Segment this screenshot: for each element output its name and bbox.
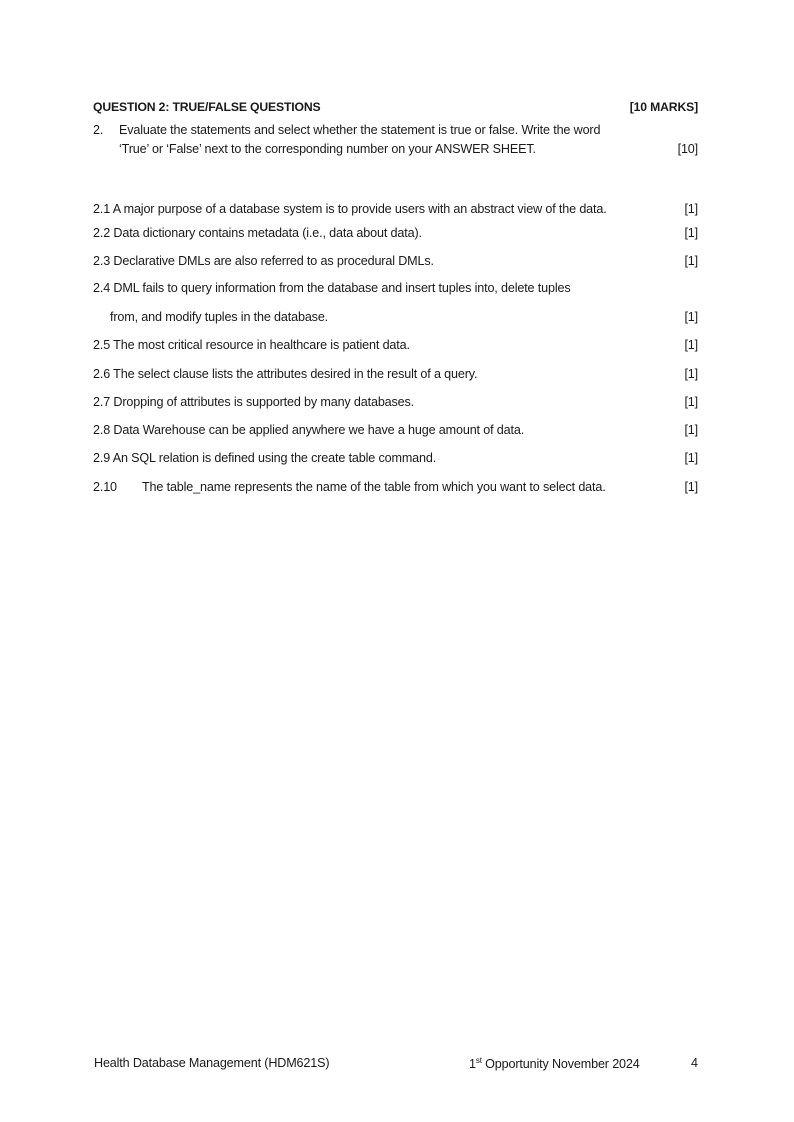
list-item-continuation <box>110 310 698 324</box>
item-text: 2.3 Declarative DMLs are also referred to as procedural DMLs. <box>93 254 434 268</box>
item-marks: [1] <box>684 338 698 352</box>
page-number: 4 <box>691 1056 698 1070</box>
opportunity-suffix: st <box>475 1056 482 1065</box>
instruction-number: 2. <box>93 123 104 137</box>
instruction-marks: [10] <box>677 142 698 156</box>
item-marks: [1] <box>684 451 698 465</box>
list-item <box>93 367 698 381</box>
item-text: 2.9 An SQL relation is defined using the create table command. <box>93 451 437 465</box>
item-text: from, and modify tuples in the database. <box>110 310 329 324</box>
question-header <box>93 100 698 114</box>
item-text: 2.5 The most critical resource in healthcare is patient data. <box>93 338 410 352</box>
item-marks: [1] <box>684 310 698 324</box>
item-marks: [1] <box>684 367 698 381</box>
item-text: 2.4 DML fails to query information from the database and insert tuples into, delete tuples <box>93 281 571 295</box>
item-text: 2.7 Dropping of attributes is supported by many databases. <box>93 395 415 409</box>
list-item <box>93 281 698 295</box>
footer-course: Health Database Management (HDM621S) <box>94 1056 330 1070</box>
instruction-line-2: ‘True’ or ‘False’ next to the corresponding number on your ANSWER SHEET. <box>119 142 536 156</box>
item-text: 2.1 A major purpose of a database system is to provide users with an abstract view of the data. <box>93 202 607 216</box>
item-marks: [1] <box>684 254 698 268</box>
item-marks: [1] <box>684 480 698 494</box>
list-item <box>93 395 698 409</box>
list-item <box>93 480 698 494</box>
opportunity-number: 1 <box>469 1057 476 1072</box>
list-item <box>93 254 698 268</box>
question-marks: [10 MARKS] <box>629 100 698 114</box>
list-item <box>93 226 698 240</box>
list-item <box>93 202 698 216</box>
opportunity-text: Opportunity November 2024 <box>481 1057 640 1072</box>
item-text: The table_name represents the name of the table from which you want to select data. <box>142 480 606 494</box>
footer-opportunity <box>469 1056 640 1071</box>
item-marks: [1] <box>684 226 698 240</box>
instruction-line-1: Evaluate the statements and select whether the statement is true or false. Write the word <box>119 123 601 137</box>
item-text: 2.8 Data Warehouse can be applied anywhere we have a huge amount of data. <box>93 423 525 437</box>
list-item <box>93 451 698 465</box>
list-item <box>93 423 698 437</box>
list-item <box>93 338 698 352</box>
item-marks: [1] <box>684 395 698 409</box>
item-text: 2.6 The select clause lists the attributes desired in the result of a query. <box>93 367 478 381</box>
question-title: QUESTION 2: TRUE/FALSE QUESTIONS <box>93 100 321 114</box>
item-marks: [1] <box>684 423 698 437</box>
item-text: 2.2 Data dictionary contains metadata (i.e., data about data). <box>93 226 422 240</box>
item-marks: [1] <box>684 202 698 216</box>
item-number: 2.10 <box>93 480 117 494</box>
